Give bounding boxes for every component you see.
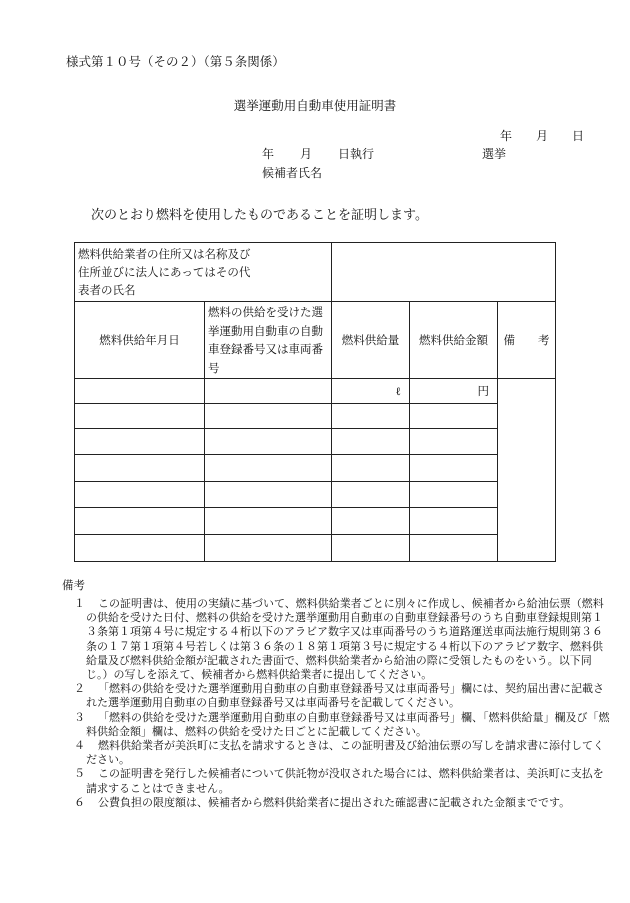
supplier-label-cell — [75, 243, 332, 302]
note-text: 燃料供給業者が美浜町に支払を請求するときは、この証明書及び給油伝票の写しを請求書に添付してください。 — [86, 739, 604, 767]
cell-vehicle[interactable] — [205, 508, 332, 535]
note-item — [62, 796, 610, 810]
notes-heading: 備考 — [62, 578, 85, 592]
note-text: 公費負担の限度額は、候補者から燃料供給業者に提出された確認書に記載された金額までです。 — [98, 795, 571, 809]
supplier-row — [75, 243, 556, 302]
issue-date-year: 年 — [500, 129, 513, 143]
election-type: 選挙 — [482, 147, 507, 161]
issue-date-month: 月 — [536, 129, 549, 143]
fuel-supply-table — [74, 242, 556, 562]
note-text: この証明書を発行した候補者について供託物が没収された場合には、燃料供給業者は、美浜町に支払を請求することはできません。 — [86, 767, 604, 795]
cell-price[interactable] — [410, 404, 498, 429]
note-text: 「燃料の供給を受けた選挙運動用自動車の自動車登録番号又は車両番号」欄には、契約届出書に記載された選挙運動用自動車の自動車登録番号又は車両番号を記載してください。 — [86, 682, 604, 710]
issue-date — [500, 127, 584, 144]
cell-date[interactable] — [75, 535, 205, 562]
cell-vehicle[interactable] — [205, 429, 332, 455]
note-text: この証明書は、使用の実績に基づいて、燃料供給業者ごとに別々に作成し、候補者から給油伝票（燃料の供給を受けた日付、燃料の供給を受けた選挙運動用自動車の自動車登録番号のうち自動車登録規則第１３条第１項第４号に規定する４桁以下のアラビア数字又は車両番号のうち道路運送車両法施行規則第３６条の１７第１項第４号若しくは第３６条の１８第１項第３号に規定する４桁以下のアラビア数字、燃料供給量及び燃料供給金額が記載された書面で、燃料供給業者から給油の際に受領したものをいう。以下同じ。）の写しを添えて、候補者から燃料供給業者に提出してください。 — [86, 597, 604, 682]
note-number: ２ — [74, 682, 85, 696]
table-row — [75, 379, 556, 404]
cell-date[interactable] — [75, 508, 205, 535]
note-item — [62, 739, 610, 767]
candidate-name-label: 候補者氏名 — [262, 166, 323, 180]
cell-date[interactable] — [75, 429, 205, 455]
cell-vehicle[interactable] — [205, 404, 332, 429]
supplier-value-cell[interactable] — [332, 243, 556, 302]
cell-price[interactable] — [410, 535, 498, 562]
election-month: 月 — [300, 147, 313, 161]
header-date: 燃料供給年月日 — [75, 302, 205, 379]
cell-vehicle[interactable] — [205, 535, 332, 562]
header-row — [75, 302, 556, 379]
cell-date[interactable] — [75, 455, 205, 482]
cell-amount[interactable] — [332, 482, 410, 508]
table-row — [75, 404, 556, 429]
election-year: 年 — [262, 147, 275, 161]
note-number: ６ — [74, 795, 85, 809]
header-price: 燃料供給金額 — [410, 302, 498, 379]
cell-date[interactable] — [75, 482, 205, 508]
unit-yen: 円 — [410, 379, 498, 404]
cell-vehicle[interactable] — [205, 455, 332, 482]
cell-date[interactable] — [75, 404, 205, 429]
note-text: 「燃料の供給を受けた選挙運動用自動車の自動車登録番号又は車両番号」欄、「燃料供給量」欄及び「燃料供給金額」欄は、燃料の供給を受けた日ごとに記載してください。 — [86, 710, 610, 738]
note-item — [62, 597, 610, 682]
header-amount: 燃料供給量 — [332, 302, 410, 379]
certification-statement: 次のとおり燃料を使用したものであることを証明します。 — [91, 208, 428, 223]
cell-date[interactable] — [75, 379, 205, 404]
table-row — [75, 482, 556, 508]
issue-date-day: 日 — [572, 129, 585, 143]
header-vehicle: 燃料の供給を受けた選挙運動用自動車の自動車登録番号又は車両番号 — [205, 302, 332, 379]
note-number: １ — [74, 597, 85, 610]
note-item — [62, 682, 610, 710]
note-item — [62, 767, 610, 795]
table-row — [75, 429, 556, 455]
cell-amount[interactable] — [332, 429, 410, 455]
cell-amount[interactable] — [332, 535, 410, 562]
table-row — [75, 508, 556, 535]
cell-vehicle[interactable] — [205, 379, 332, 404]
cell-vehicle[interactable] — [205, 482, 332, 508]
form-number: 様式第１０号（その２）（第５条関係） — [66, 54, 285, 69]
cell-price[interactable] — [410, 455, 498, 482]
note-number: ３ — [74, 710, 85, 724]
note-item — [62, 711, 610, 739]
unit-liter: ℓ — [332, 379, 410, 404]
table-row — [75, 455, 556, 482]
note-number: ５ — [74, 767, 85, 781]
supplier-label: 燃料供給業者の住所又は名称及び住所並びに法人にあってはその代表者の氏名 — [78, 247, 251, 297]
header-remarks: 備 考 — [498, 302, 556, 379]
cell-remarks[interactable] — [498, 379, 556, 562]
election-info — [262, 145, 506, 162]
table-row — [75, 535, 556, 562]
cell-price[interactable] — [410, 508, 498, 535]
note-number: ４ — [74, 739, 85, 753]
election-executed: 日執行 — [338, 147, 375, 161]
cell-price[interactable] — [410, 482, 498, 508]
cell-amount[interactable] — [332, 404, 410, 429]
cell-amount[interactable] — [332, 508, 410, 535]
cell-price[interactable] — [410, 429, 498, 455]
notes-list — [62, 597, 610, 810]
cell-amount[interactable] — [332, 455, 410, 482]
document-title: 選挙運動用自動車使用証明書 — [233, 98, 397, 113]
